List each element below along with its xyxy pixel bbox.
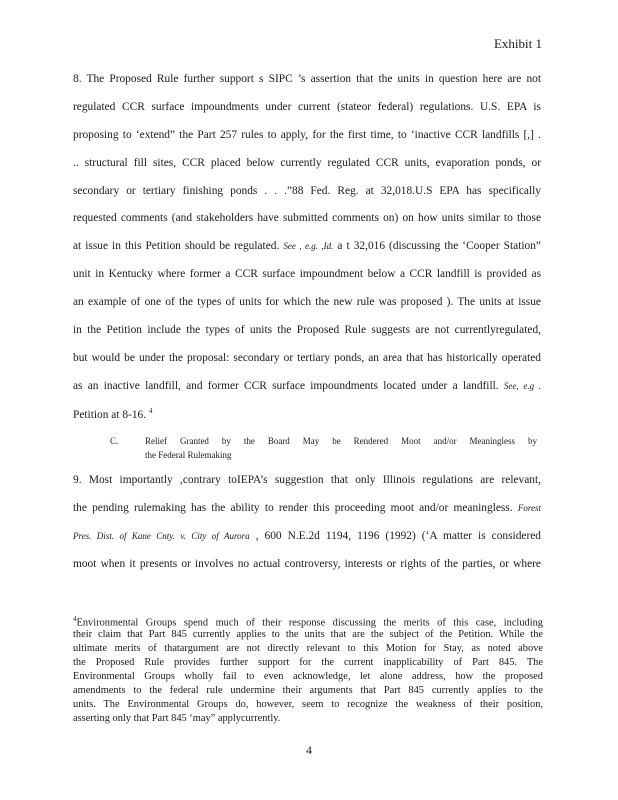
footnote-line: units. The Environmental Groups do, however, seem to recognize the weakness of their position,: [73, 699, 543, 710]
footnote-line: Environmental Groups wholly fail to even acknowledge, let alone address, how the proposed: [73, 671, 543, 682]
line-text: , 600 N.E.2d 1194, 1196 (1992) (‘A matter is considered: [255, 530, 541, 542]
citation: See , e.g. ,Id.: [283, 241, 334, 251]
line-text: as an inactive landfill, and former CCR surface impoundments located under a landfill.: [73, 380, 499, 392]
section-heading: the Federal Rulemaking: [145, 450, 232, 460]
body-line: proposing to ‘extend” the Part 257 rules to apply, for the first time, to ‘inactive CCR landfills [,] .: [73, 129, 541, 141]
exhibit-label: Exhibit 1: [493, 36, 542, 51]
body-line: [73, 502, 541, 514]
citation: Forest: [517, 503, 541, 513]
footnote-line: ultimate merits of thatargument are not directly relevant to this Motion for Stay, as noted above: [73, 643, 543, 654]
body-line: 9. Most importantly ,contrary toIEPA’s suggestion that only Illinois regulations are relevant,: [73, 474, 541, 486]
body-line: in the Petition include the types of units the Proposed Rule suggests are not currentlyregulated,: [73, 324, 541, 336]
body-line: [73, 240, 541, 252]
footnote-line: amendments to the federal rule undermine their arguments that Part 845 currently applies to the: [73, 685, 543, 696]
body-line: [73, 530, 541, 542]
line-text: Petition at 8-16.: [73, 408, 147, 421]
section-label: C.: [110, 436, 119, 446]
footnote-text: Environmental Groups spend much of their response discussing the merits of this case, including: [76, 617, 543, 629]
footnote-line: [73, 615, 543, 628]
line-text: a t 32,016 (discussing the ‘Cooper Station”: [337, 240, 541, 252]
page-number: 4: [306, 743, 312, 757]
body-line: [73, 380, 541, 392]
citation: See, e.g .: [503, 381, 541, 391]
footnote-line: the Proposed Rule provides further support for the current inapplicability of Part 845. The: [73, 657, 543, 668]
body-line: [73, 407, 541, 421]
body-line: requested comments (and stakeholders have submitted comments on) on how units similar to those: [73, 212, 541, 224]
footnote-ref: 4: [148, 407, 153, 415]
body-line: but would be under the proposal: secondary or tertiary ponds, an area that has historically operated: [73, 352, 541, 364]
footnote-line: asserting only that Part 845 ‘may” applycurrently.: [73, 713, 281, 724]
body-line: secondary or tertiary finishing ponds . . .”88 Fed. Reg. at 32,018.U.S EPA has specifically: [73, 185, 541, 197]
body-line: regulated CCR surface impoundments under current (stateor federal) regulations. U.S. EPA is: [73, 101, 541, 113]
line-text: the pending rulemaking has the ability to render this proceeding moot and/or meaningless.: [73, 502, 513, 514]
footnote-marker: 4: [73, 615, 77, 623]
footnote-line: their claim that Part 845 currently applies to the units that are the subject of the Petition. While the: [73, 629, 543, 640]
line-text: at issue in this Petition should be regulated.: [73, 240, 280, 252]
section-heading: Relief Granted by the Board May be Rendered Moot and/or Meaningless by: [145, 436, 537, 446]
body-line: moot when it presents or involves no actual controversy, interests or rights of the parties, or where: [73, 558, 541, 570]
body-line: unit in Kentucky where former a CCR surface impoundment below a CCR landfill is provided as: [73, 268, 541, 280]
body-line: an example of one of the types of units for which the new rule was proposed ). The units at issue: [73, 296, 541, 308]
body-line: .. structural fill sites, CCR placed below currently regulated CCR units, evaporation ponds, or: [73, 157, 541, 169]
citation: Pres. Dist. of Kane Cnty. v. City of Aurora: [73, 531, 250, 541]
body-line: 8. The Proposed Rule further support s SIPC ’s assertion that the units in question here are not: [73, 73, 541, 85]
